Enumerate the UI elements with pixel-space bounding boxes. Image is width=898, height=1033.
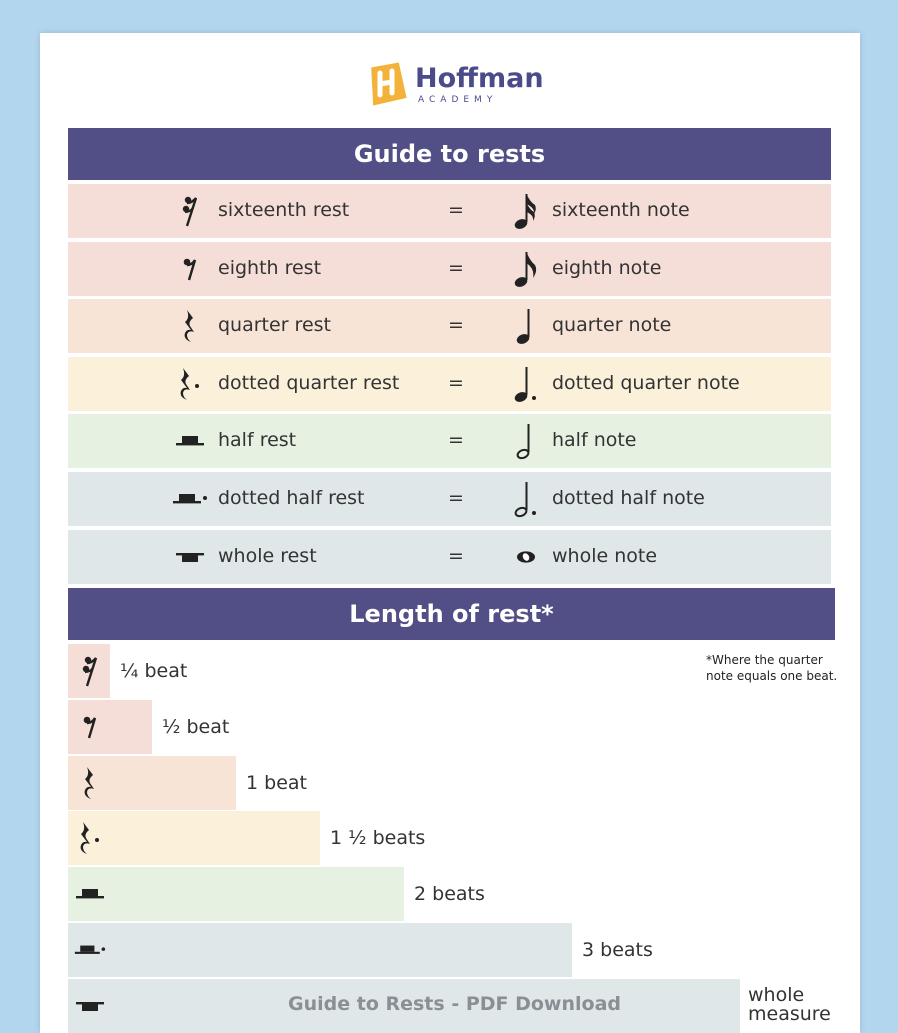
rest-length-label: ½ beat [162, 715, 230, 738]
eighth-rest-icon [172, 242, 208, 296]
dotted-half-note-icon [508, 472, 544, 526]
rest-length-bar [68, 756, 236, 810]
rest-label: sixteenth rest [218, 199, 350, 221]
note-label: half note [552, 429, 637, 452]
equals-sign: = [448, 429, 464, 452]
eighth-note-icon [508, 242, 544, 296]
equals-sign: = [448, 314, 464, 337]
logo-subtitle: ACADEMY [418, 95, 498, 105]
half-rest-icon [172, 414, 208, 468]
whole-rest-icon [74, 979, 106, 1033]
equals-sign: = [448, 544, 464, 567]
rest-label: half rest [218, 429, 297, 452]
rest-length-label [748, 986, 831, 1024]
half-note-icon [508, 414, 544, 468]
logo-name: Hoffman [415, 63, 544, 94]
equals-sign: = [448, 256, 464, 279]
note-label: dotted quarter note [552, 371, 740, 394]
equals-sign: = [448, 199, 464, 221]
equals-sign: = [448, 487, 464, 509]
rest-label: quarter rest [218, 314, 331, 337]
note-label: quarter note [552, 314, 672, 337]
note-label: eighth note [552, 256, 662, 279]
footnote-line-2: note equals one beat. [706, 669, 838, 683]
quarter-note-icon [508, 299, 544, 353]
guide-title: Guide to rests [68, 128, 831, 180]
length-title: Length of rest* [68, 588, 835, 640]
rest-label: whole rest [218, 544, 317, 567]
quarter-rest-icon [172, 299, 208, 353]
whole-rest-icon [172, 530, 208, 584]
note-label: dotted half note [552, 487, 705, 509]
guide-row [68, 299, 831, 353]
quarter-rest-icon [74, 756, 106, 810]
rest-length-bar [68, 644, 110, 698]
pdf-download-link[interactable]: Guide to Rests - PDF Download [288, 993, 622, 1015]
rest-length-label-line-2: measure [748, 1003, 831, 1025]
rest-label: eighth rest [218, 256, 322, 279]
logo-badge-icon [365, 62, 407, 106]
dotted-quarter-rest-icon [74, 811, 106, 865]
rest-length-label: 2 beats [414, 883, 485, 906]
rest-length-bar [68, 811, 320, 865]
whole-note-icon [508, 530, 544, 584]
rest-length-bar [68, 923, 572, 977]
length-footnote [706, 652, 837, 684]
half-rest-icon [74, 867, 106, 921]
dotted-half-rest-icon [74, 923, 106, 977]
hoffman-academy-logo [365, 62, 565, 112]
rest-label: dotted half rest [218, 487, 365, 509]
sixteenth-rest-icon [74, 644, 106, 698]
rest-length-bar [68, 700, 152, 754]
dotted-quarter-note-icon [508, 357, 544, 411]
rest-label: dotted quarter rest [218, 371, 400, 394]
note-label: sixteenth note [552, 199, 690, 221]
guide-row [68, 184, 831, 238]
eighth-rest-icon [74, 700, 106, 754]
dotted-quarter-rest-icon [172, 357, 208, 411]
rest-length-bar [68, 867, 404, 921]
rest-length-label: 1 ½ beats [330, 827, 426, 850]
sixteenth-rest-icon [172, 184, 208, 238]
note-label: whole note [552, 544, 658, 567]
rest-length-label: ¼ beat [120, 660, 188, 682]
sixteenth-note-icon [508, 184, 544, 238]
guide-row [68, 242, 831, 296]
rest-length-label: 1 beat [246, 771, 307, 794]
dotted-half-rest-icon [172, 472, 208, 526]
guide-row [68, 357, 831, 411]
guide-row [68, 530, 831, 584]
rest-length-label-line-1: whole [748, 984, 805, 1006]
guide-row [68, 472, 831, 526]
equals-sign: = [448, 371, 464, 394]
rest-length-label: 3 beats [582, 939, 653, 961]
guide-row [68, 414, 831, 468]
footnote-line-1: *Where the quarter [706, 653, 823, 667]
